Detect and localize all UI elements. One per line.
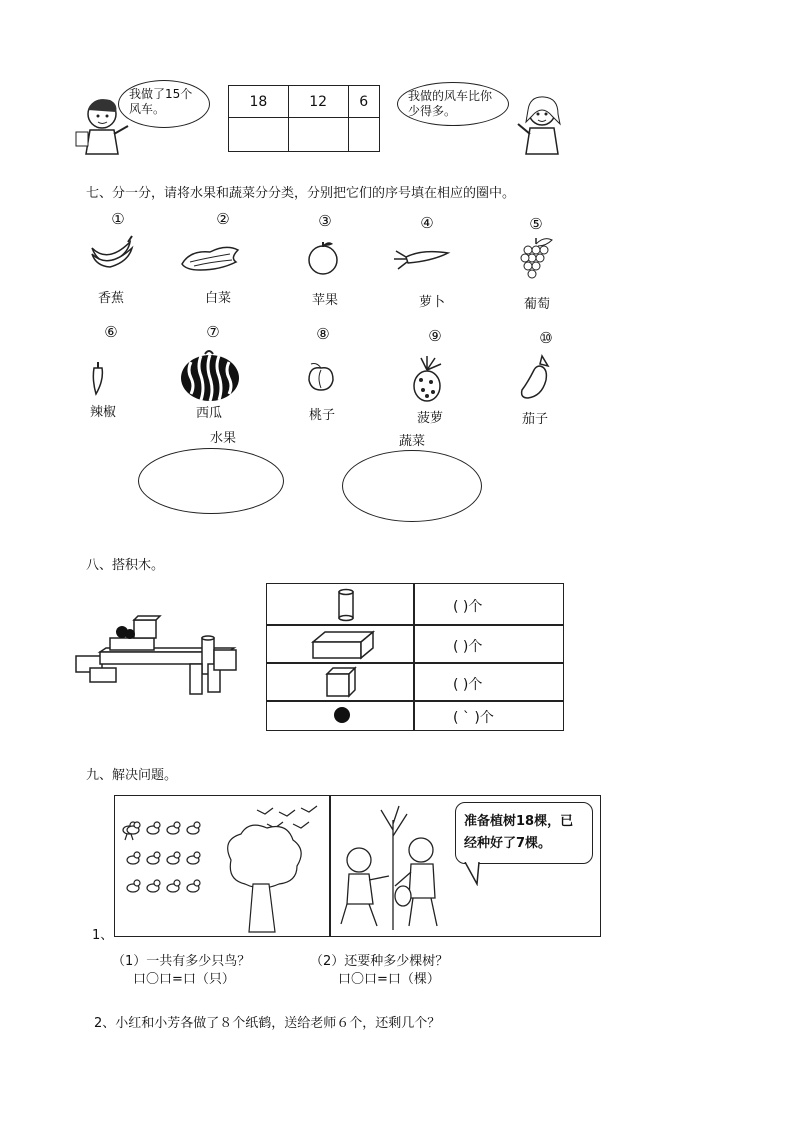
section-8-title: 八、搭积木。 xyxy=(86,558,165,573)
watermelon-icon xyxy=(179,348,241,402)
problem-1-number: 1、 xyxy=(92,928,114,943)
item-label: 苹果 xyxy=(311,293,338,308)
fruit-category-label: 水果 xyxy=(209,431,236,446)
question-2-formula[interactable]: 口〇口=口（棵） xyxy=(338,972,440,987)
item-number: ⑤ xyxy=(529,215,543,233)
cylinder-count-answer[interactable]: ( )个 xyxy=(453,599,483,615)
item-number: ① xyxy=(111,210,125,228)
number-grid xyxy=(228,85,380,152)
eggplant-icon xyxy=(518,354,554,402)
sphere-count-answer[interactable]: ( ˋ )个 xyxy=(453,710,494,726)
problem-1-picture xyxy=(114,795,601,937)
apple-icon xyxy=(305,240,341,276)
birds-and-tree-illustration xyxy=(121,800,327,934)
vegetable-category-label: 蔬菜 xyxy=(398,434,425,449)
item-number: ③ xyxy=(318,212,332,230)
item-number: ⑨ xyxy=(428,327,442,345)
section-7-title: 七、分一分，请将水果和蔬菜分分类，分别把它们的序号填在相应的圈中。 xyxy=(86,186,516,201)
question-1-formula[interactable]: 口〇口=口（只） xyxy=(133,972,235,987)
item-number: ⑥ xyxy=(104,323,118,341)
blocks-table xyxy=(266,583,564,731)
cuboid-icon xyxy=(311,628,377,660)
cube-icon xyxy=(325,666,357,698)
sphere-icon xyxy=(333,705,351,725)
grid-answer-cell[interactable] xyxy=(229,118,289,152)
chili-pepper-icon xyxy=(88,360,108,396)
item-number: ⑦ xyxy=(206,323,220,341)
grapes-icon xyxy=(516,234,556,284)
item-label: 香蕉 xyxy=(97,291,124,306)
item-label: 白菜 xyxy=(204,291,231,306)
grid-answer-cell[interactable] xyxy=(348,118,380,152)
block-structure-illustration xyxy=(74,612,242,698)
item-label: 辣椒 xyxy=(89,405,116,420)
grid-cell: 18 xyxy=(229,86,289,118)
girl-speech-bubble: 我做的风车比你少得多。 xyxy=(397,82,509,126)
grid-cell: 12 xyxy=(288,86,348,118)
radish-icon xyxy=(392,245,452,271)
item-number: ⑩ xyxy=(539,329,553,347)
cylinder-icon xyxy=(337,588,355,622)
question-2-text: （2）还要种多少棵树？ xyxy=(310,954,449,969)
item-label: 葡萄 xyxy=(523,297,550,312)
item-label: 菠萝 xyxy=(416,411,443,426)
cabbage-icon xyxy=(180,240,242,274)
item-label: 桃子 xyxy=(308,408,335,423)
vegetable-answer-oval[interactable] xyxy=(342,450,482,522)
grid-cell: 6 xyxy=(348,86,380,118)
item-label: 萝卜 xyxy=(418,295,445,310)
planting-speech-bubble: 准备植树18棵，已经种好了7棵。 xyxy=(455,802,593,864)
item-label: 西瓜 xyxy=(195,406,222,421)
item-number: ⑧ xyxy=(316,325,330,343)
pineapple-icon xyxy=(407,356,447,402)
item-label: 茄子 xyxy=(521,412,548,427)
cuboid-count-answer[interactable]: ( )个 xyxy=(453,639,483,655)
peach-icon xyxy=(305,362,337,392)
problem-2-text: 2、小红和小芳各做了８个纸鹤，送给老师６个，还剩几个？ xyxy=(94,1016,441,1031)
section-9-title: 九、解决问题。 xyxy=(86,768,178,783)
item-number: ② xyxy=(216,210,230,228)
grid-answer-cell[interactable] xyxy=(288,118,348,152)
children-planting-illustration xyxy=(333,800,453,934)
question-1-text: （1）一共有多少只鸟？ xyxy=(112,954,251,969)
girl-illustration xyxy=(512,90,572,158)
banana-icon xyxy=(88,234,134,270)
item-number: ④ xyxy=(420,214,434,232)
boy-speech-bubble: 我做了15个风车。 xyxy=(118,80,210,128)
cube-count-answer[interactable]: ( )个 xyxy=(453,677,483,693)
bubble-tail xyxy=(463,862,487,886)
fruit-answer-oval[interactable] xyxy=(138,448,284,514)
